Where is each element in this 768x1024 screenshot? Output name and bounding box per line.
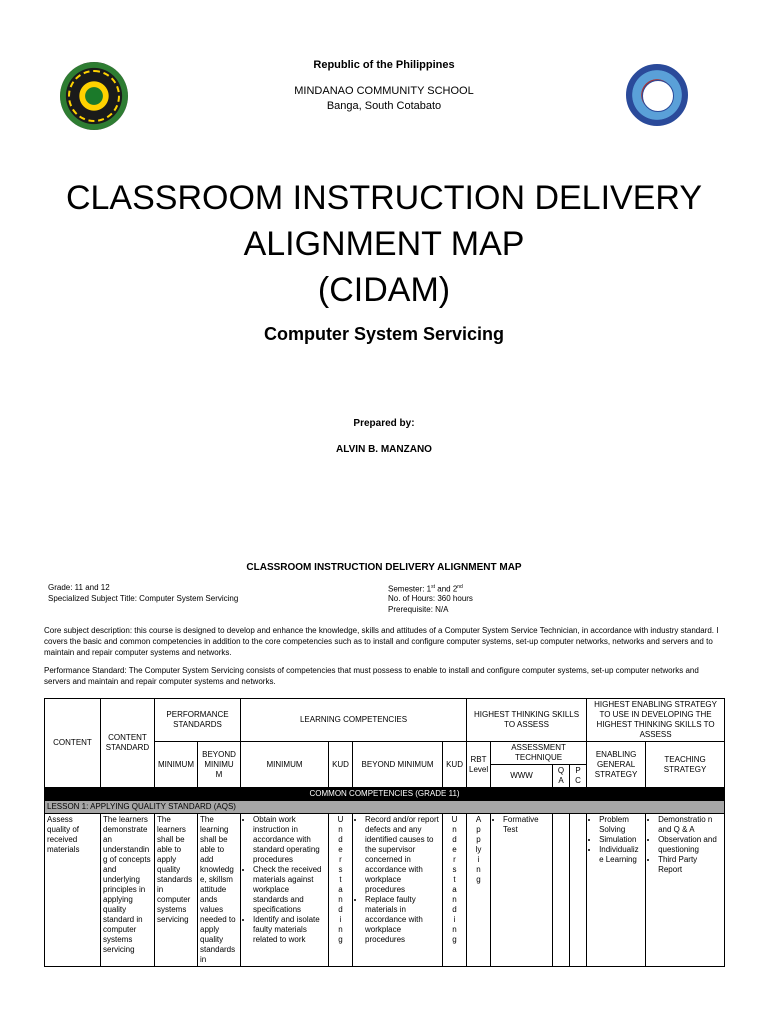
author-name: ALVIN B. MANZANO bbox=[336, 444, 432, 455]
header-thinking-skills: HIGHEST THINKING SKILLS TO ASSESS bbox=[467, 699, 587, 742]
header-kud-2: KUD bbox=[443, 742, 467, 788]
header-perf-minimum: MINIMUM bbox=[155, 742, 198, 788]
prerequisite-info: Prerequisite: N/A bbox=[388, 605, 449, 614]
title-line-1: CLASSROOM INSTRUCTION DELIVERY bbox=[65, 179, 703, 217]
lc-minimum-list bbox=[243, 815, 326, 945]
list-item: • Check the received materials against workplace standards and specifications bbox=[253, 865, 326, 915]
vertical-text: Understanding bbox=[337, 815, 344, 944]
list-item: • Formative Test bbox=[503, 815, 550, 835]
performance-standard: Performance Standard: The Computer System Servicing consists of competencies that must possess to enable to install and configure computer systems, set-up computer networks and servers and maintain and repair computer systems and networks. bbox=[44, 666, 699, 686]
enabling-list bbox=[589, 815, 643, 865]
semester-info: Semester: 1st and 2nd bbox=[388, 584, 463, 594]
vertical-text: Applying bbox=[475, 815, 482, 884]
list-item: • Problem Solving bbox=[599, 815, 643, 835]
cell-perf-minimum: The learners shall be able to apply quality standards in computer systems servicing bbox=[155, 814, 198, 967]
header-teaching-strategy: TEACHING STRATEGY bbox=[646, 742, 725, 788]
header-learning-competencies: LEARNING COMPETENCIES bbox=[241, 699, 467, 742]
list-item: • Observation and questioning bbox=[658, 835, 722, 855]
cell-kud-2 bbox=[443, 814, 467, 967]
hours-info: No. of Hours: 360 hours bbox=[388, 594, 473, 603]
header-content-standard: CONTENT STANDARD bbox=[101, 699, 155, 788]
prepared-by-label: Prepared by: bbox=[353, 418, 415, 429]
title-line-3: (CIDAM) bbox=[317, 271, 451, 309]
school-name: MINDANAO COMMUNITY SCHOOL bbox=[294, 85, 474, 97]
list-item: • Third Party Report bbox=[658, 855, 722, 875]
teaching-list bbox=[648, 815, 722, 875]
cell-www bbox=[491, 814, 553, 967]
header-content: CONTENT bbox=[45, 699, 101, 788]
lesson-row: LESSON 1: APPLYING QUALITY STANDARD (AQS) bbox=[45, 801, 725, 814]
list-item: • Replace faulty materials in accordance with workplace procedures bbox=[365, 895, 440, 945]
lc-beyond-list bbox=[355, 815, 440, 945]
cell-perf-beyond: The learning shall be able to add knowledg e, skillsm attitude ands values needed to apply quality standards in bbox=[198, 814, 241, 967]
cell-lc-minimum bbox=[241, 814, 329, 967]
list-item: • Record and/or report defects and any identified causes to the supervisor concerned in accordance with workplace procedures bbox=[365, 815, 440, 895]
header-lc-minimum: MINIMUM bbox=[241, 742, 329, 788]
republic-heading: Republic of the Philippines bbox=[313, 59, 455, 71]
school-address: Banga, South Cotabato bbox=[326, 100, 442, 112]
cell-content-standard: The learners demonstrate an understandin g of concepts and underlying principles in applying quality standard in computer systems servicing bbox=[101, 814, 155, 967]
subject-title: Computer System Servicing bbox=[263, 324, 505, 344]
cell-pc bbox=[570, 814, 587, 967]
cell-lc-beyond bbox=[353, 814, 443, 967]
www-list bbox=[493, 815, 550, 835]
cell-enabling bbox=[587, 814, 646, 967]
header-performance-standards: PERFORMANCE STANDARDS bbox=[155, 699, 241, 742]
cell-qa bbox=[553, 814, 570, 967]
common-competencies-row: COMMON COMPETENCIES (GRADE 11) bbox=[45, 788, 725, 801]
header-kud: KUD bbox=[329, 742, 353, 788]
header-www: WWW bbox=[491, 765, 553, 788]
subject-title-info: Specialized Subject Title: Computer System Servicing bbox=[48, 594, 239, 603]
vertical-text: Understanding bbox=[451, 815, 458, 944]
list-item: • Identify and isolate faulty materials related to work bbox=[253, 915, 326, 945]
list-item: • Demonstratio n and Q & A bbox=[658, 815, 722, 835]
list-item: • Individualiz e Learning bbox=[599, 845, 643, 865]
header-pc: P C bbox=[570, 765, 587, 788]
header-assessment-technique: ASSESSMENT TECHNIQUE bbox=[491, 742, 587, 765]
list-item: • Simulation bbox=[599, 835, 643, 845]
grade-info: Grade: 11 and 12 bbox=[48, 583, 110, 592]
header-enabling-general: ENABLING GENERAL STRATEGY bbox=[587, 742, 646, 788]
map-title: CLASSROOM INSTRUCTION DELIVERY ALIGNMENT MAP bbox=[246, 562, 522, 573]
header-enabling-strategy: HIGHEST ENABLING STRATEGY TO USE IN DEVELOPING THE HIGHEST THINKING SKILLS TO ASSESS bbox=[587, 699, 725, 742]
header-qa: Q A bbox=[553, 765, 570, 788]
header-rbt-level: RBT Level bbox=[467, 742, 491, 788]
core-subject-description: Core subject description: this course is designed to develop and enhance the knowledge, skills and attitudes of a Computer System Service Technician, in accordance with industry standard. I covers the basic and common competencies in addition to the core competencies such as to install and configure computer systems, set-up computer networks, networks and servers and to maintain and repair computer systems and networks. bbox=[44, 626, 719, 657]
cell-kud bbox=[329, 814, 353, 967]
header-beyond-minimum: BEYOND MINIMUM bbox=[353, 742, 443, 788]
title-line-2: ALIGNMENT MAP bbox=[243, 225, 525, 263]
cell-teaching bbox=[646, 814, 725, 967]
list-item: • Obtain work instruction in accordance with standard operating procedures bbox=[253, 815, 326, 865]
cell-rbt bbox=[467, 814, 491, 967]
cell-content: Assess quality of received materials bbox=[45, 814, 101, 967]
header-perf-beyond: BEYOND MINIMU M bbox=[198, 742, 241, 788]
cidam-table bbox=[44, 698, 725, 967]
